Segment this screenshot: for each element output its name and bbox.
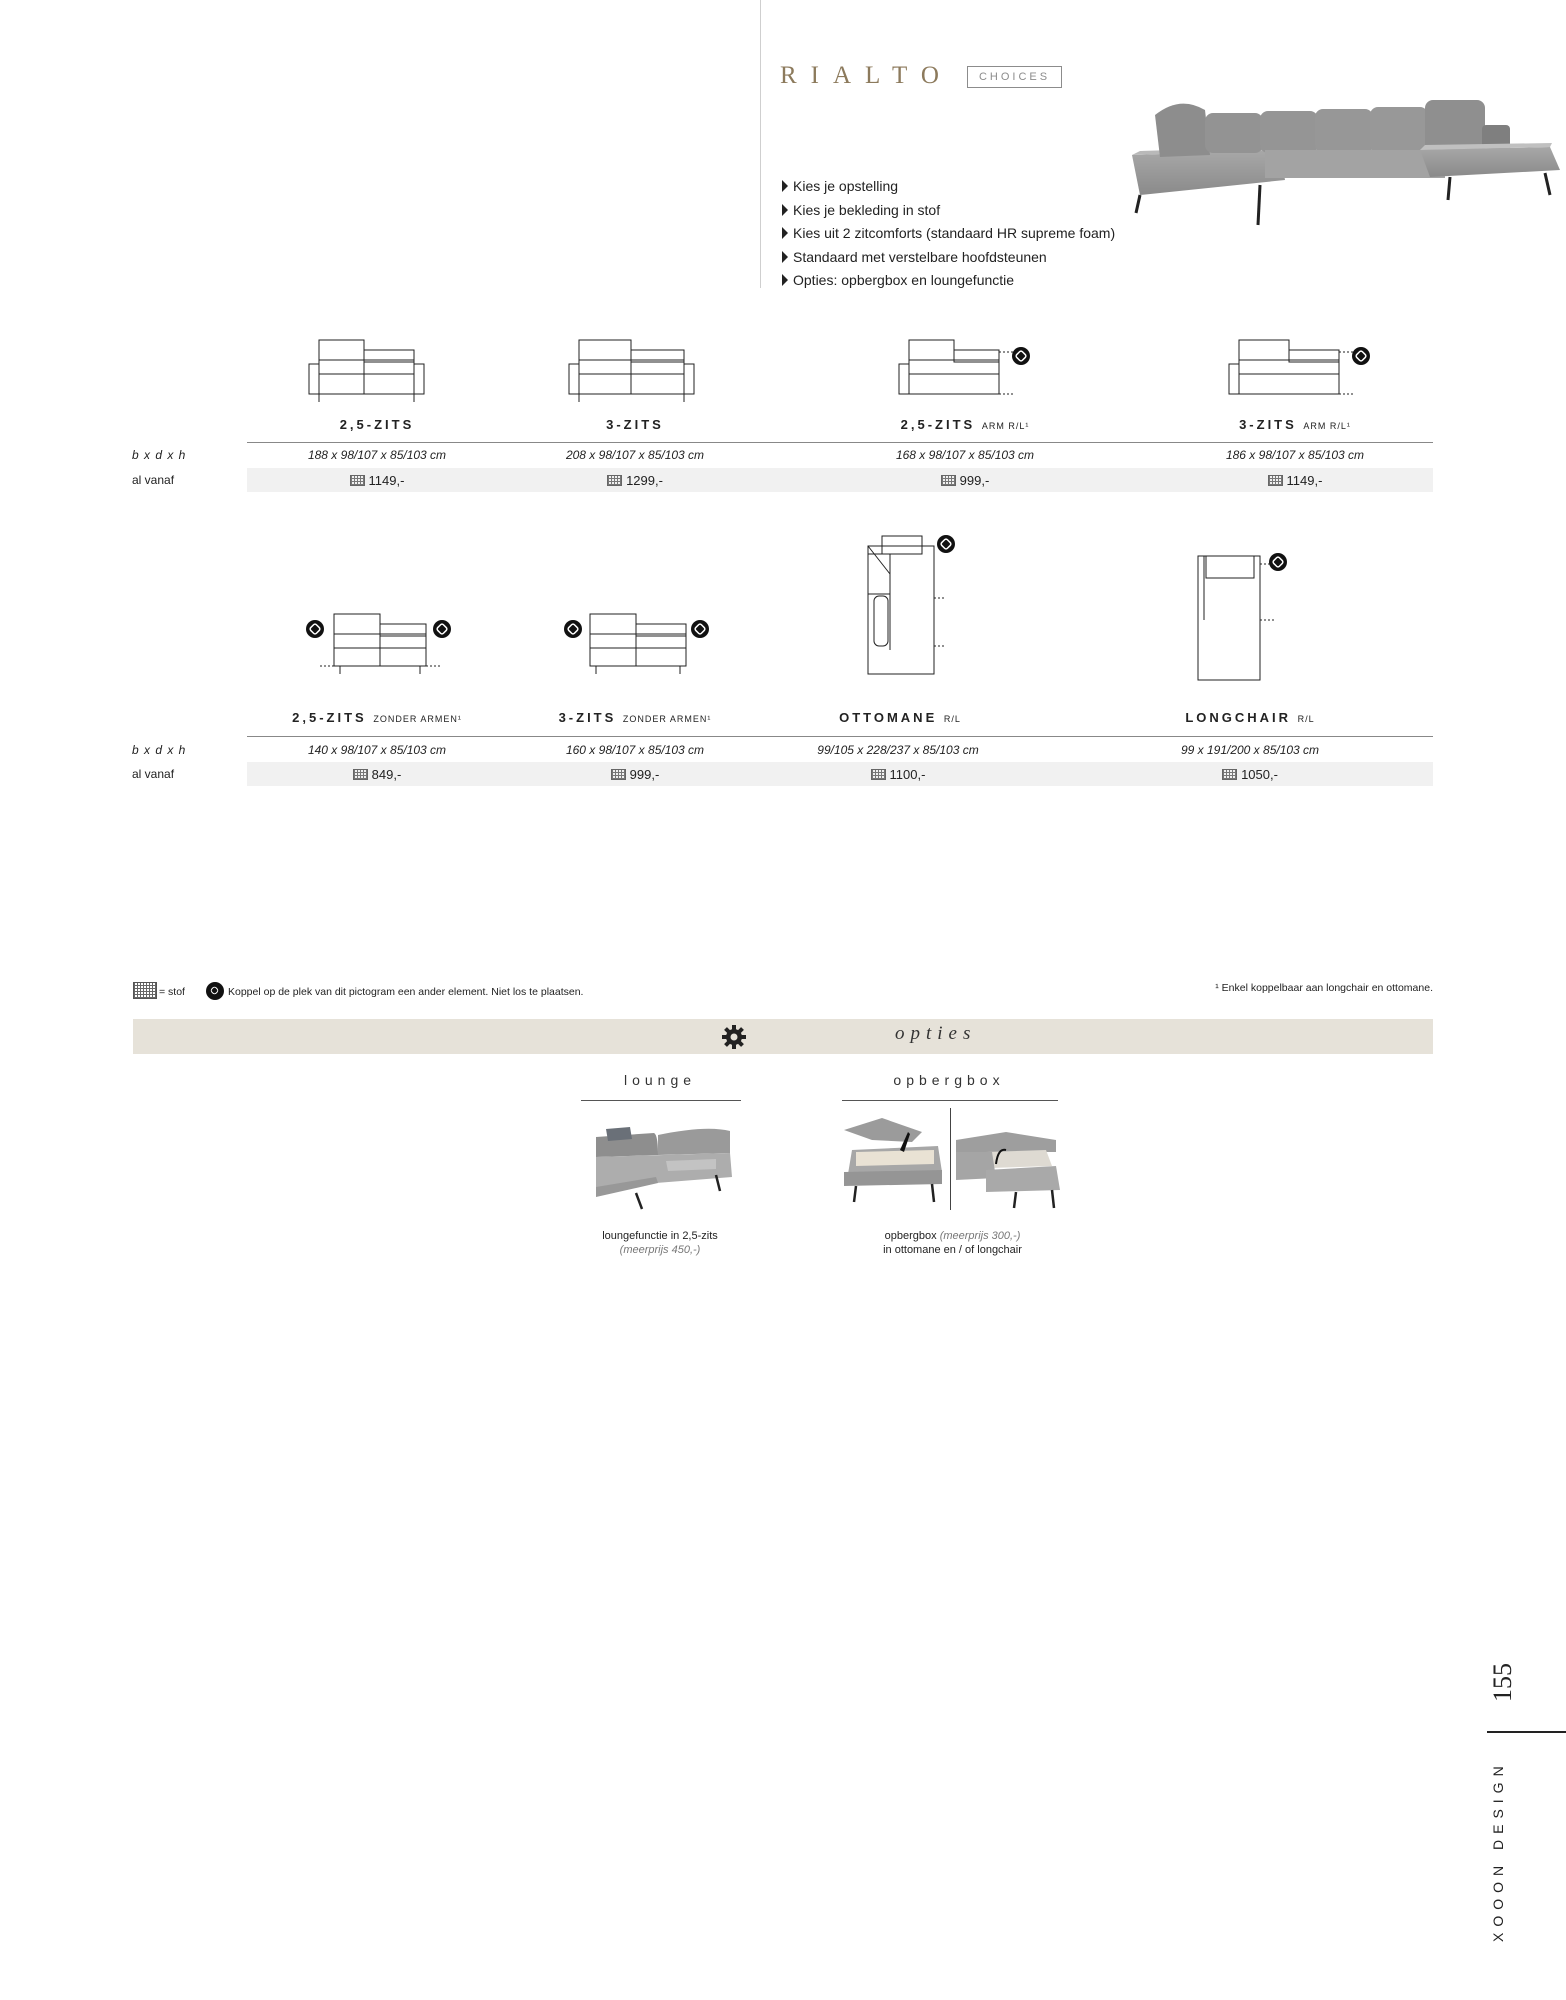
price-value: 1149,-	[1165, 473, 1425, 488]
module-label: 3-ZITS	[606, 417, 664, 432]
side-rule	[1487, 1731, 1566, 1733]
price-value: 999,-	[835, 473, 1095, 488]
dims-value: 160 x 98/107 x 85/103 cm	[565, 743, 705, 757]
fabric-icon	[350, 475, 365, 486]
dims-row-label: b x d x h	[132, 448, 187, 462]
dims-value: 99/105 x 228/237 x 85/103 cm	[817, 743, 979, 757]
section-rule	[247, 736, 1433, 737]
sketch-ottomane	[860, 530, 960, 690]
dims-value: 186 x 98/107 x 85/103 cm	[1225, 448, 1365, 462]
price-value: 999,-	[505, 767, 765, 782]
module-label: 2,5-ZITS ZONDER ARMEN¹	[292, 710, 462, 725]
choices-badge: CHOICES	[967, 66, 1062, 88]
dims-value: 208 x 98/107 x 85/103 cm	[565, 448, 705, 462]
option-rule	[581, 1100, 741, 1101]
link-icon	[206, 982, 224, 1000]
module-label: 3-ZITS ARM R/L¹	[1239, 417, 1351, 432]
opbergbox-photo-left	[842, 1110, 946, 1210]
fabric-icon	[133, 982, 157, 999]
sketch-3-zits	[565, 338, 700, 408]
feature-item: Opties: opbergbox en loungefunctie	[782, 269, 1115, 293]
fabric-icon	[1222, 769, 1237, 780]
options-title: opties	[895, 1023, 977, 1044]
triangle-bullet-icon	[782, 180, 788, 192]
lounge-caption: loungefunctie in 2,5-zits (meerprijs 450,-)	[602, 1230, 718, 1256]
price-row-label: al vanaf	[132, 767, 175, 781]
opbergbox-photo-right	[956, 1130, 1062, 1210]
option-heading-opbergbox: opbergbox	[893, 1072, 1005, 1088]
fabric-icon	[941, 475, 956, 486]
dims-value: 99 x 191/200 x 85/103 cm	[1180, 743, 1320, 757]
fabric-icon	[611, 769, 626, 780]
dims-row-label: b x d x h	[132, 743, 187, 757]
sketch-2-5-zits-arm	[895, 338, 1035, 408]
legend-footnote: ¹ Enkel koppelbaar aan longchair en ottomane.	[1215, 982, 1433, 994]
brand-name: XOOON DESIGN	[1490, 1760, 1506, 1942]
fabric-icon	[1268, 475, 1283, 486]
option-rule	[842, 1100, 1058, 1101]
sketch-3-zits-zonder-armen	[560, 610, 715, 682]
dims-value: 140 x 98/107 x 85/103 cm	[307, 743, 447, 757]
options-bar	[133, 1019, 1433, 1054]
photo-divider	[950, 1108, 951, 1210]
feature-item: Kies je opstelling	[782, 175, 1115, 199]
sketch-3-zits-arm	[1225, 338, 1375, 408]
feature-item: Kies uit 2 zitcomforts (standaard HR supreme foam)	[782, 222, 1115, 246]
triangle-bullet-icon	[782, 251, 788, 263]
section-rule	[247, 442, 1433, 443]
lounge-photo	[596, 1125, 732, 1210]
dims-value: 168 x 98/107 x 85/103 cm	[895, 448, 1035, 462]
hero-sofa-image	[1120, 85, 1560, 235]
fabric-icon	[353, 769, 368, 780]
module-label: LONGCHAIR R/L	[1185, 710, 1315, 725]
fabric-icon	[607, 475, 622, 486]
triangle-bullet-icon	[782, 204, 788, 216]
module-label: 2,5-ZITS	[339, 417, 415, 432]
feature-item: Standaard met verstelbare hoofdsteunen	[782, 246, 1115, 270]
price-row-label: al vanaf	[132, 473, 175, 487]
legend-fabric: = stof	[133, 982, 185, 999]
price-value: 1050,-	[1120, 767, 1380, 782]
price-value: 1100,-	[768, 767, 1028, 782]
sketch-2-5-zits	[305, 338, 430, 408]
module-label: 3-ZITS ZONDER ARMEN¹	[558, 710, 712, 725]
opbergbox-caption: opbergbox (meerprijs 300,-) in ottomane en / of longchair	[883, 1230, 1022, 1256]
feature-item: Kies je bekleding in stof	[782, 199, 1115, 223]
module-label: 2,5-ZITS ARM R/L¹	[900, 417, 1030, 432]
page-number: 155	[1488, 1663, 1517, 1703]
feature-list	[782, 175, 1115, 293]
sketch-longchair	[1190, 548, 1290, 683]
dims-value: 188 x 98/107 x 85/103 cm	[307, 448, 447, 462]
fabric-icon	[871, 769, 886, 780]
option-heading-lounge: lounge	[623, 1072, 697, 1088]
price-value: 1299,-	[505, 473, 765, 488]
header-divider	[760, 0, 761, 288]
legend-link: Koppel op de plek van dit pictogram een ander element. Niet los te plaatsen.	[206, 982, 583, 1000]
gear-icon	[721, 1024, 747, 1050]
product-title: RIALTO	[780, 62, 953, 89]
price-value: 849,-	[247, 767, 507, 782]
triangle-bullet-icon	[782, 227, 788, 239]
sketch-2-5-zits-zonder-armen	[302, 610, 452, 682]
price-value: 1149,-	[247, 473, 507, 488]
module-label: OTTOMANE R/L	[839, 710, 961, 725]
triangle-bullet-icon	[782, 274, 788, 286]
